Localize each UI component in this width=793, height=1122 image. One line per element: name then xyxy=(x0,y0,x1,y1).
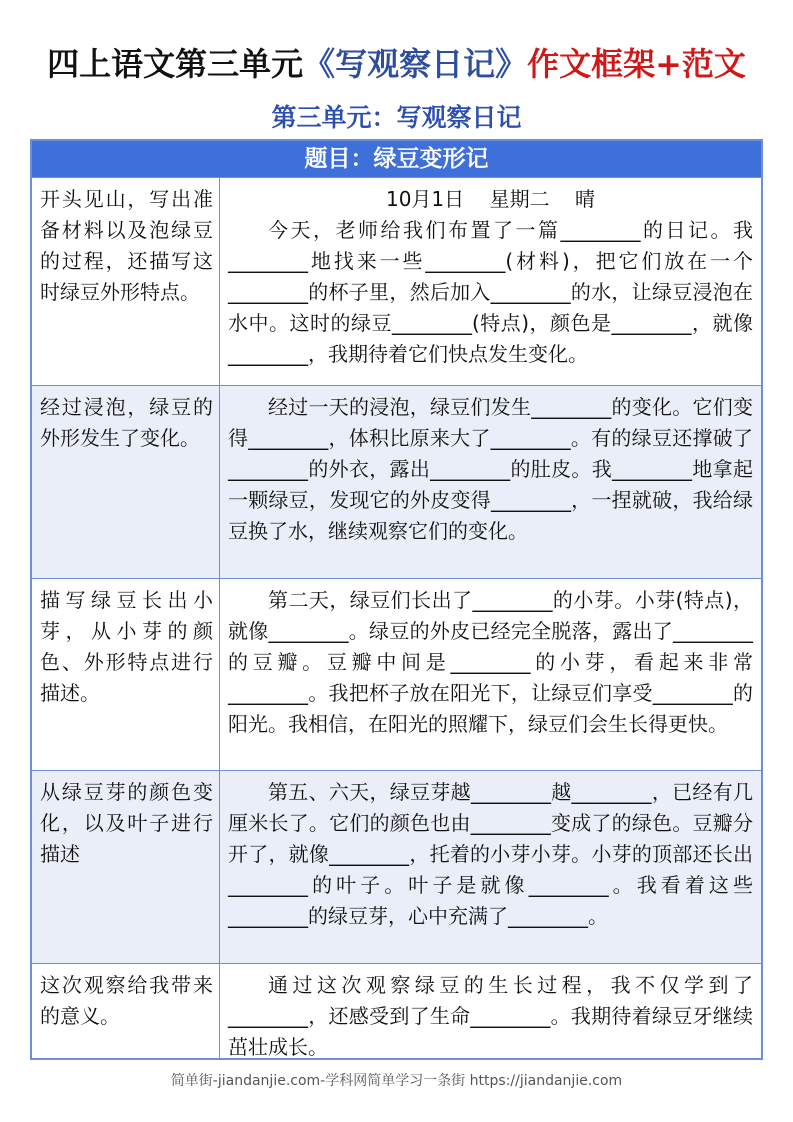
table-row xyxy=(32,177,761,385)
title-part-3: 作文框架+范文 xyxy=(527,45,746,83)
main-title xyxy=(0,44,793,84)
guide-cell: 描写绿豆长出小芽，从小芽的颜色、外形特点进行描述。 xyxy=(32,579,220,770)
paragraph-text: 通过这次观察绿豆的生长过程，我不仅学到了________，还感受到了生命________。我期待着绿豆牙继续茁壮成长。 xyxy=(228,973,753,1059)
paragraph-text: 经过一天的浸泡，绿豆们发生________的变化。它们变得________，体积比原来大了________。有的绿豆还撑破了________的外衣，露出________的肚皮。我________地拿起一颗绿豆，发现它的外皮变得________，一捏就破，我给绿豆换了水，继续观察它们的变化。 xyxy=(228,395,753,543)
essay-table xyxy=(30,139,763,1060)
date-line: 10月1日 星期二 晴 xyxy=(385,187,596,211)
table-row xyxy=(32,578,761,770)
table-row xyxy=(32,385,761,578)
paragraph-text: 第二天，绿豆们长出了________的小芽。小芽(特点)，就像________。绿豆的外皮已经完全脱落，露出了________的豆瓣。豆瓣中间是________的小芽，看起来非常________。我把杯子放在阳光下，让绿豆们享受________的阳光。我相信，在阳光的照耀下，绿豆们会生长得更快。 xyxy=(228,588,753,736)
content-cell xyxy=(220,771,761,963)
table-row xyxy=(32,770,761,963)
content-cell xyxy=(220,964,761,1060)
guide-cell: 从绿豆芽的颜色变化，以及叶子进行描述 xyxy=(32,771,220,963)
title-part-2: 《写观察日记》 xyxy=(303,45,528,83)
paragraph-text: 第五、六天，绿豆芽越________越________，已经有几厘米长了。它们的颜色也由________变成了的绿色。豆瓣分开了，就像________，托着的小芽小芽。小芽的顶部还长出________的叶子。叶子是就像________。我看着这些________的绿豆芽，心中充满了________。 xyxy=(228,780,753,928)
guide-cell: 开头见山，写出准备材料以及泡绿豆的过程，还描写这时绿豆外形特点。 xyxy=(32,178,220,385)
content-cell xyxy=(220,386,761,578)
subtitle: 第三单元：写观察日记 xyxy=(271,103,522,132)
guide-cell: 经过浸泡，绿豆的外形发生了变化。 xyxy=(32,386,220,578)
table-row xyxy=(32,963,761,1060)
title-part-1: 四上语文第三单元 xyxy=(47,45,304,83)
topic-header: 题目：绿豆变形记 xyxy=(32,141,761,177)
footer-watermark: 简单街-jiandanjie.com-学科网简单学习一条街 https://jiandanjie.com xyxy=(170,1073,623,1089)
guide-cell: 这次观察给我带来的意义。 xyxy=(32,964,220,1060)
content-cell xyxy=(220,579,761,770)
paragraph-text: 今天，老师给我们布置了一篇________的日记。我________地找来一些________(材料)，把它们放在一个________的杯子里，然后加入________的水，让绿豆浸泡在水中。这时的绿豆________(特点)，颜色是________，就像________，我期待着它们快点发生变化。 xyxy=(228,218,753,366)
content-cell xyxy=(220,178,761,385)
